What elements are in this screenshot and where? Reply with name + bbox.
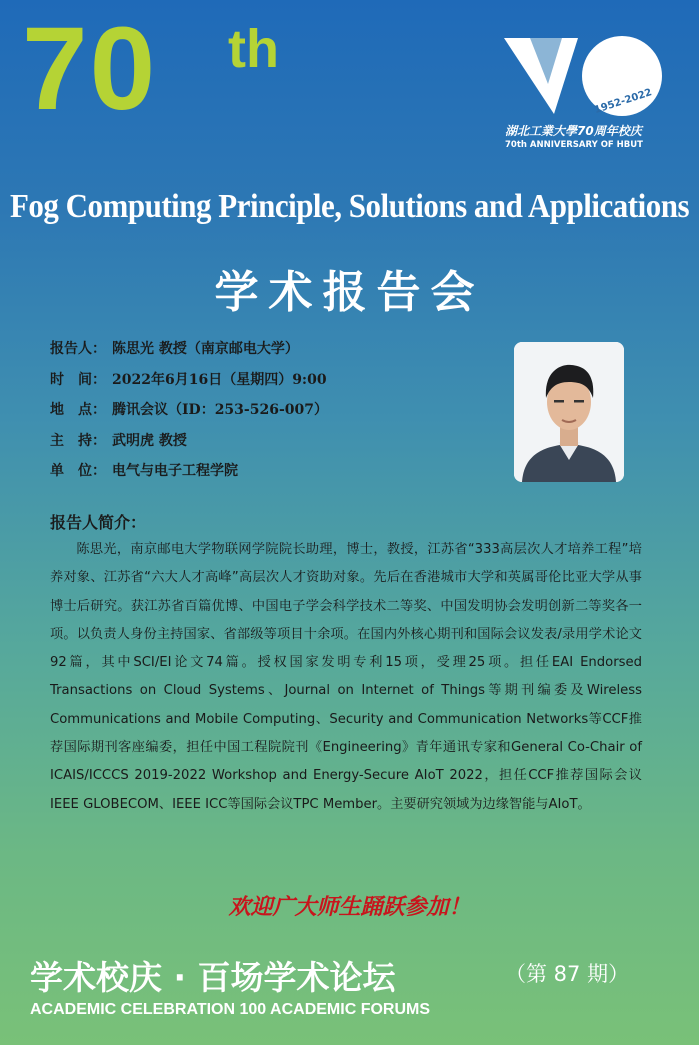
info-time — [50, 369, 490, 400]
bio-text: 陈思光，南京邮电大学物联网学院院长助理，博士，教授，江苏省“333高层次人才培养工程”培养对象、江苏省“六大人才高峰”高层次人才资助对象。先后在香港城市大学和英属哥伦比亚大学从事博士后研究。获江苏省百篇优博、中国电子学会科学技术二等奖、中国发明协会发明创新二等奖各一项。以负责人身份主持国家、省部级等项目十余项。在国内外核心期刊和国际会议发表/录用学术论文92篇，其中SCI/EI论文74篇。授权国家发明专利15项，受理25项。担任EAI Endorsed Transactions on Cloud Systems、Journal on Internet of Things等期刊编委及Wireless Communications and Mobile Computing、Security and Communication Networks等CCF推荐国际期刊客座编委，担任中国工程院院刊《Engineering》青年通讯专家和General Co-Chair of ICAIS/ICCCS 2019-2022 Workshop and Energy-Secure AIoT 2022，担任CCF推荐国际会议IEEE GLOBECOM、IEEE ICC等国际会议TPC Member。主要研究领域为边缘智能与AIoT。 — [50, 542, 642, 812]
series-title-english: ACADEMIC CELEBRATION 100 ACADEMIC FORUMS — [30, 1001, 431, 1018]
speaker-photo — [514, 342, 624, 482]
info-label: 报告人： — [50, 341, 106, 357]
talk-title-english: Fog Computing Principle, Solutions and Applications — [9, 186, 690, 225]
bio-heading: 报告人简介： — [50, 513, 147, 532]
logo-years: 1952-2022 — [593, 87, 654, 117]
info-host — [50, 430, 490, 461]
info-speaker — [50, 338, 490, 369]
info-value: 电气与电子工程学院 — [112, 463, 238, 479]
issue-number: （第 87 期） — [505, 962, 630, 986]
info-value: 陈思光 教授（南京邮电大学） — [112, 341, 299, 357]
info-label: 地 点： — [50, 402, 106, 418]
welcome-message: 欢迎广大师生踊跃参加！ — [228, 894, 471, 920]
info-value: 2022年6月16日（星期四）9:00 — [112, 371, 327, 388]
info-label: 单 位： — [50, 463, 106, 479]
logo-title: 湖北工業大學70周年校庆 — [505, 124, 642, 138]
info-unit — [50, 460, 490, 491]
info-label: 主 持： — [50, 432, 106, 449]
info-value: 腾讯会议（ID：253-526-007） — [112, 402, 328, 418]
info-location — [50, 399, 490, 430]
anniversary-suffix: th — [228, 19, 279, 79]
speaker-portrait-icon — [514, 342, 624, 482]
anniversary-number: 70 — [22, 3, 158, 135]
series-title: 学术校庆 · 百场学术论坛 — [30, 958, 396, 997]
info-value: 武明虎 教授 — [112, 432, 187, 449]
info-label: 时 间： — [50, 371, 106, 388]
talk-title-chinese: 学术报告会 — [214, 267, 485, 318]
talk-info-list — [50, 338, 490, 491]
logo-subtitle: 70th ANNIVERSARY OF HBUT — [505, 140, 643, 150]
